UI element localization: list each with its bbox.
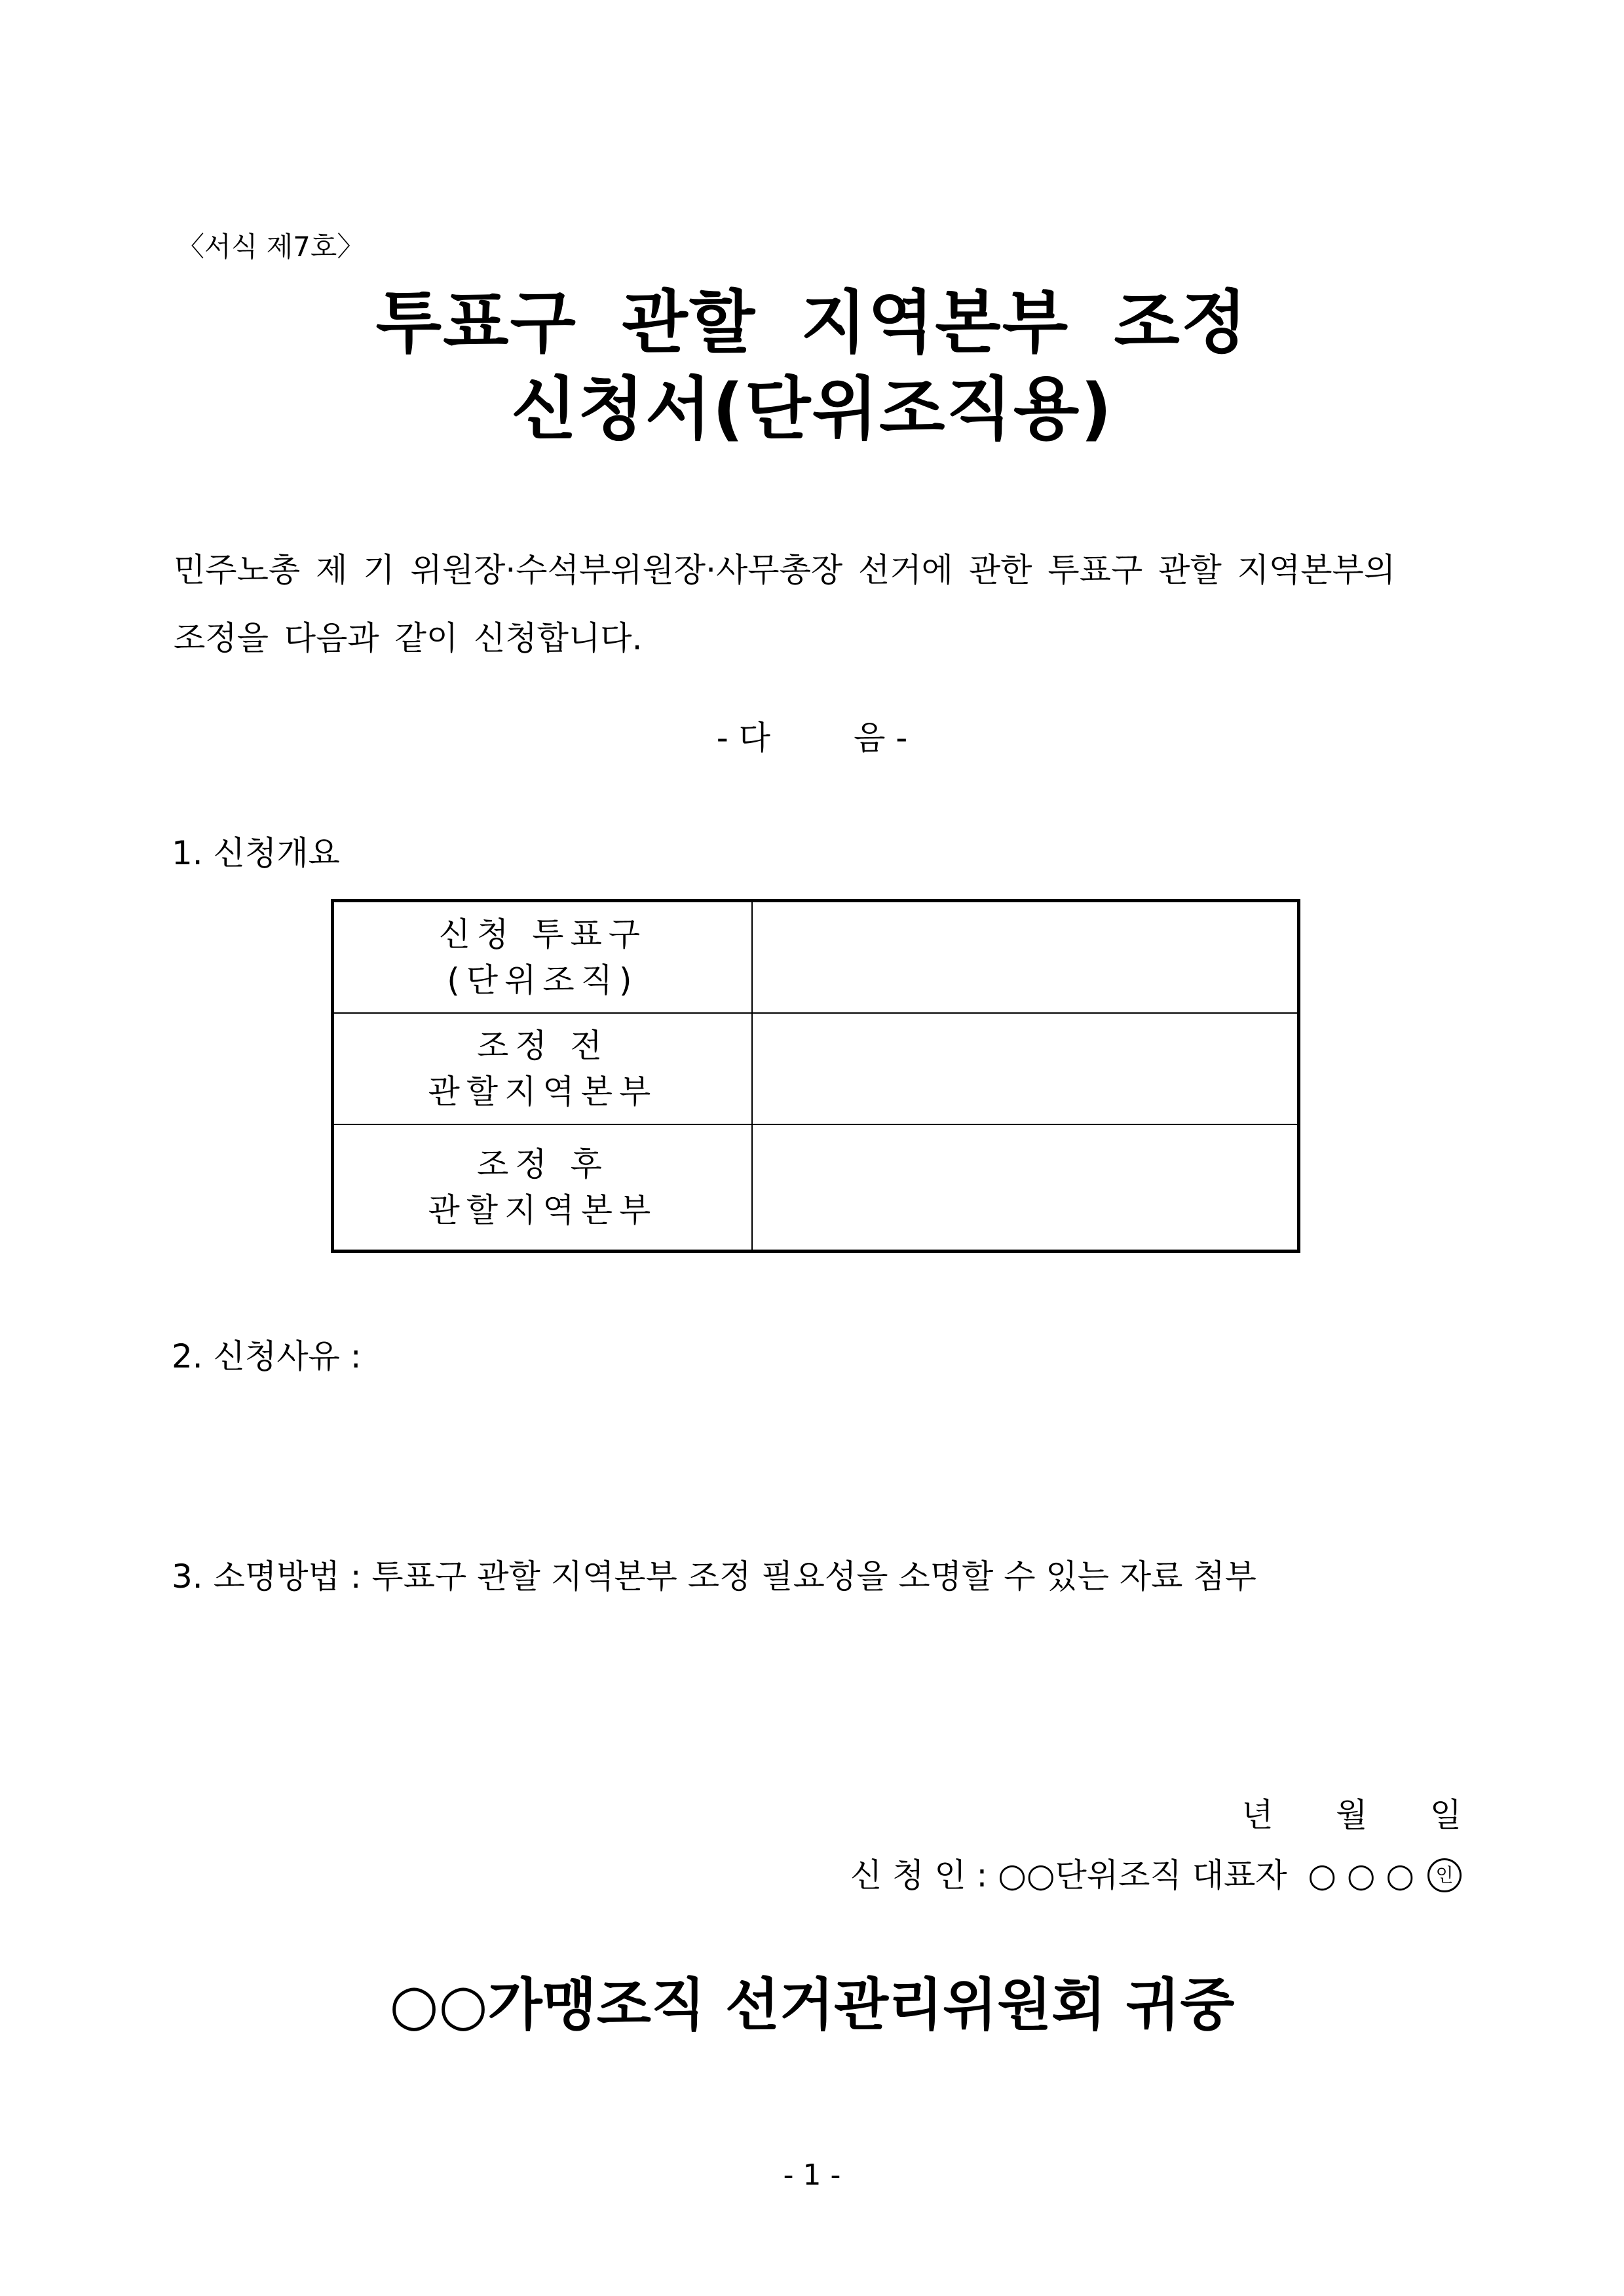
- applicant-line: [850, 1849, 1462, 1896]
- row-label: [333, 1124, 752, 1252]
- document-title-line1: 투표구 관할 지역본부 조정: [375, 282, 1249, 362]
- after-region-value[interactable]: [752, 1124, 1299, 1252]
- form-number: 〈서식 제7호〉: [177, 231, 365, 263]
- section3-heading: 3. 소명방법 : 투표구 관할 지역본부 조정 필요성을 소명할 수 있는 자료 첨부: [172, 1558, 1256, 1596]
- applied-precinct-value[interactable]: [752, 901, 1299, 1014]
- section1-heading: 1. 신청개요: [172, 834, 340, 872]
- intro-paragraph: [174, 536, 1458, 672]
- section2-heading: 2. 신청사유 :: [172, 1337, 362, 1375]
- row-label: [333, 901, 752, 1014]
- dasum-heading: - 다 음 -: [716, 719, 908, 757]
- page-number: - 1 -: [783, 2158, 841, 2192]
- row-label-line1: 조정 전: [477, 1027, 609, 1065]
- applicant-label: 신 청 인 : ○○단위조직 대표자 ○ ○ ○: [850, 1856, 1414, 1894]
- addressee: ○○가맹조직 선거관리위원회 귀중: [389, 1972, 1235, 2038]
- date-line: 년 월 일: [1241, 1796, 1462, 1834]
- row-label-line1: 신청 투표구: [438, 915, 647, 953]
- intro-line2: 조정을 다음과 같이 신청합니다.: [174, 619, 643, 657]
- table-row: [333, 1013, 1299, 1124]
- row-label-line2: 관할지역본부: [428, 1073, 658, 1111]
- row-label: [333, 1013, 752, 1124]
- overview-table: [331, 899, 1300, 1253]
- row-label-line1: 조정 후: [477, 1145, 609, 1183]
- intro-line1: 민주노총 제 기 위원장·수석부위원장·사무총장 선거에 관한 투표구 관할 지역본부의: [174, 551, 1396, 589]
- document-title-line2: 신청서(단위조직용): [511, 369, 1113, 449]
- table-row: [333, 901, 1299, 1014]
- seal-mark: 인: [1427, 1858, 1462, 1892]
- row-label-line2: (단위조직): [447, 961, 639, 999]
- row-label-line2: 관할지역본부: [428, 1191, 658, 1229]
- before-region-value[interactable]: [752, 1013, 1299, 1124]
- table-row: [333, 1124, 1299, 1252]
